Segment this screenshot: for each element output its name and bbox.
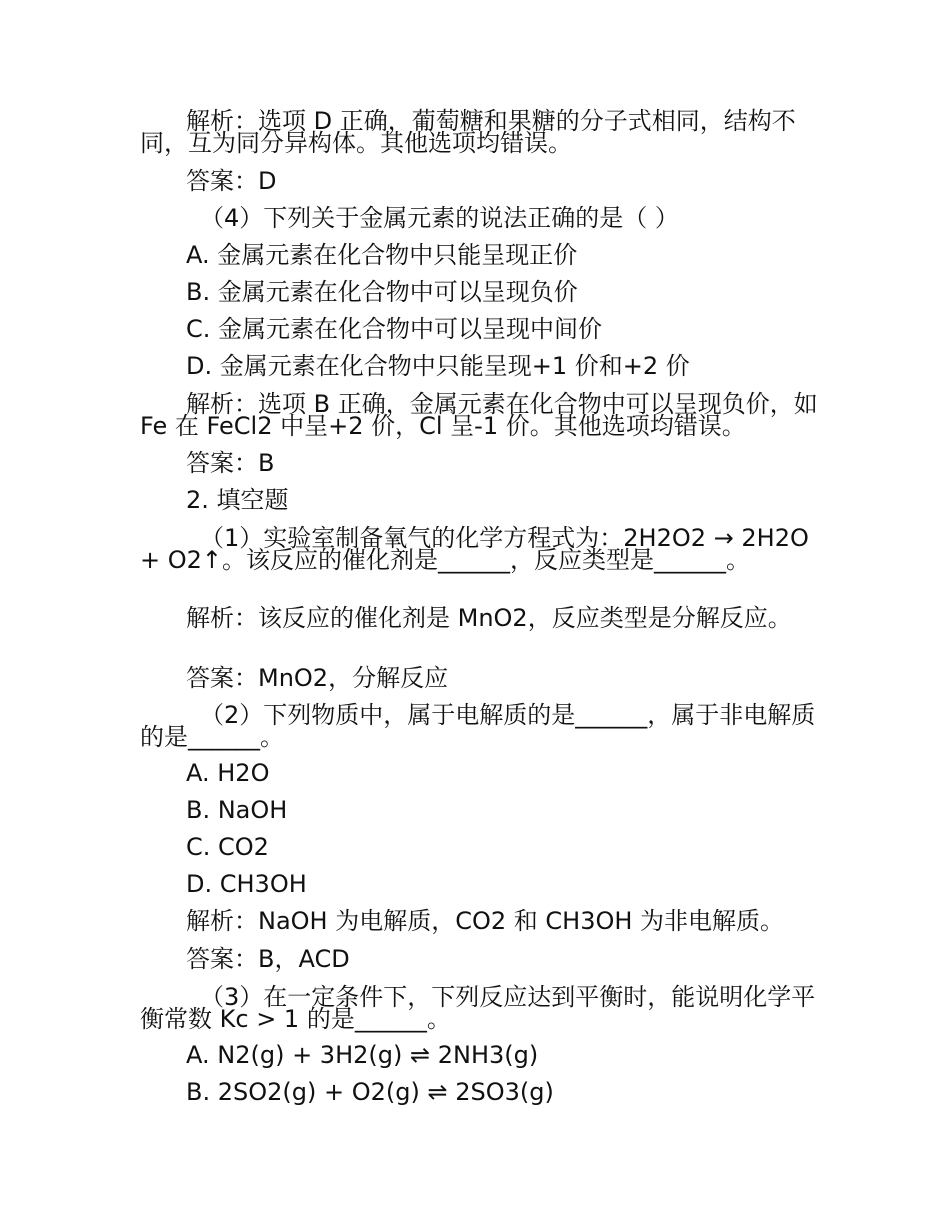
fill-answer-2: 答案：B，ACD [186, 945, 350, 973]
fill-question-1: （1）实验室制备氧气的化学方程式为：2H2O2 → 2H2O + O2↑。该反应的催化剂是______，反应类型是______。 [140, 524, 817, 574]
analysis-q3: 解析：选项 D 正确，葡萄糖和果糖的分子式相同，结构不同，互为同分异构体。其他选项均错误。 [140, 107, 796, 157]
option-c: C. 金属元素在化合物中可以呈现中间价 [186, 315, 603, 343]
fill-analysis-1: 解析：该反应的催化剂是 MnO2，反应类型是分解反应。 [186, 604, 792, 632]
fill-option-d: D. CH3OH [186, 870, 307, 898]
fill-question-2: （2）下列物质中，属于电解质的是______，属于非电解质的是______。 [140, 701, 816, 751]
answer-q4: 答案：B [186, 449, 275, 477]
section-heading-fill-in: 2. 填空题 [186, 486, 289, 514]
option-d: D. 金属元素在化合物中只能呈现+1 价和+2 价 [186, 352, 690, 380]
fill-option-a: A. H2O [186, 759, 270, 787]
fill-option-c: C. CO2 [186, 833, 269, 861]
fill-analysis-2: 解析：NaOH 为电解质，CO2 和 CH3OH 为非电解质。 [186, 907, 785, 935]
fill-q3-option-b: B. 2SO2(g) + O2(g) ⇌ 2SO3(g) [186, 1078, 554, 1106]
fill-answer-1: 答案：MnO2，分解反应 [186, 664, 449, 692]
question-4: （4）下列关于金属元素的说法正确的是（ ） [200, 204, 679, 232]
fill-question-3: （3）在一定条件下，下列反应达到平衡时，能说明化学平衡常数 Kc > 1 的是______。 [140, 983, 816, 1033]
fill-q3-option-a: A. N2(g) + 3H2(g) ⇌ 2NH3(g) [186, 1041, 539, 1069]
fill-option-b: B. NaOH [186, 796, 288, 824]
analysis-q4: 解析：选项 B 正确，金属元素在化合物中可以呈现负价，如 Fe 在 FeCl2 中呈+2 价，Cl 呈-1 价。其他选项均错误。 [140, 390, 826, 440]
option-a: A. 金属元素在化合物中只能呈现正价 [186, 241, 578, 269]
answer-q3: 答案：D [186, 167, 277, 195]
option-b: B. 金属元素在化合物中可以呈现负价 [186, 278, 578, 306]
